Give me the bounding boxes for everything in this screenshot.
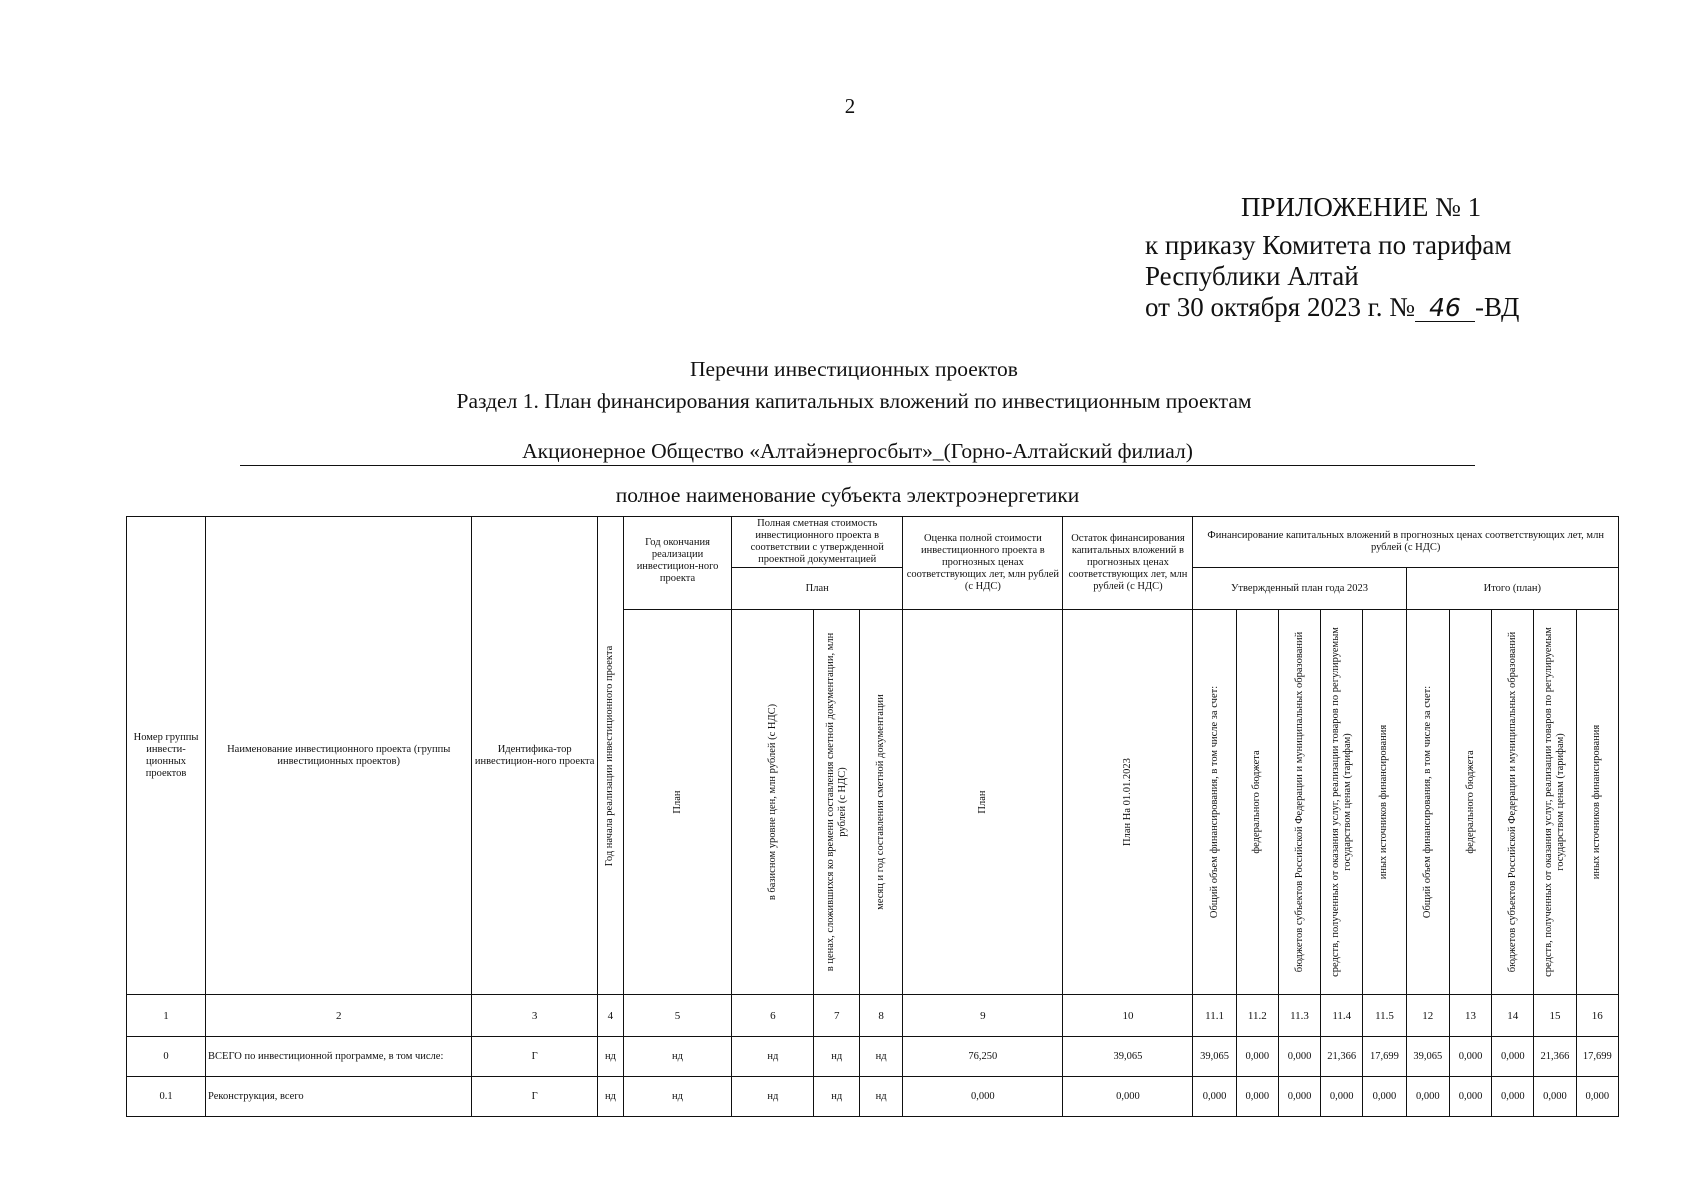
header-approved-tariff	[1321, 610, 1363, 995]
page-number: 2	[844, 94, 856, 118]
table-cell: 0,000	[1236, 1077, 1278, 1117]
appendix-block	[1145, 192, 1519, 323]
company-name: Акционерное Общество «Алтайэнергосбыт»_(Горно-Алтайский филиал)	[240, 437, 1475, 466]
table-cell: 0,000	[1492, 1037, 1534, 1077]
column-number: 6	[732, 995, 814, 1037]
table-cell: 0,000	[1278, 1077, 1320, 1117]
investment-table	[126, 516, 1619, 1117]
table-cell: 39,065	[1406, 1037, 1449, 1077]
handwritten-order-number: 46	[1415, 295, 1475, 322]
column-number: 11.2	[1236, 995, 1278, 1037]
header-start-year-label: Год начала реализации инвестиционного проекта	[604, 645, 616, 866]
table-cell: нд	[732, 1077, 814, 1117]
header-approved-total-label: Общий объем финансирования, в том числе за счет:	[1208, 685, 1220, 919]
header-end-year: Год окончания реализации инвестицион-ного проекта	[623, 517, 731, 610]
header-approved-other	[1363, 610, 1406, 995]
header-full-cost: Полная сметная стоимость инвестиционного проекта в соответствии с утвержденной проектной документацией	[732, 517, 903, 568]
column-number: 4	[597, 995, 623, 1037]
appendix-line-2: Республики Алтай	[1145, 261, 1359, 291]
column-number: 11.3	[1278, 995, 1320, 1037]
column-number: 16	[1576, 995, 1618, 1037]
header-end-year-plan-label: План	[671, 790, 683, 814]
column-number: 9	[903, 995, 1063, 1037]
column-number: 12	[1406, 995, 1449, 1037]
header-approved-tariff-label: средств, полученных от оказания услуг, реализации товаров по регулируемым государством ценам (тарифам)	[1329, 627, 1353, 977]
header-total-total	[1406, 610, 1449, 995]
table-cell: 21,366	[1321, 1037, 1363, 1077]
table-cell: 0,000	[1321, 1077, 1363, 1117]
table-row	[127, 1037, 1619, 1077]
header-estimate: Оценка полной стоимости инвестиционного проекта в прогнозных ценах соответствующих лет, млн рублей (с НДС)	[903, 517, 1063, 610]
table-cell: нд	[732, 1037, 814, 1077]
table-cell: 0,000	[1236, 1037, 1278, 1077]
header-total-other-label: иных источников финансирования	[1591, 724, 1603, 880]
table-cell: Г	[472, 1077, 598, 1117]
header-current-price-label: в ценах, сложившихся ко времени составления сметной документации, млн рублей (с НДС)	[824, 632, 848, 972]
header-remaining-plan-label: План На 01.01.2023	[1121, 758, 1133, 846]
appendix-suffix: -ВД	[1475, 292, 1520, 322]
header-total-tariff-label: средств, полученных от оказания услуг, реализации товаров по регулируемым государством ценам (тарифам)	[1542, 627, 1566, 977]
table-cell: ВСЕГО по инвестиционной программе, в том числе:	[206, 1037, 472, 1077]
header-total-plan: Итого (план)	[1406, 568, 1618, 610]
table-cell: 0,000	[1363, 1077, 1406, 1117]
column-number: 13	[1449, 995, 1491, 1037]
table-cell: 21,366	[1534, 1037, 1576, 1077]
table-cell: 0,000	[1278, 1037, 1320, 1077]
table-cell: 0.1	[127, 1077, 206, 1117]
header-current-price	[814, 610, 859, 995]
header-estimate-plan	[903, 610, 1063, 995]
table-cell: нд	[859, 1077, 902, 1117]
appendix-line-1: к приказу Комитета по тарифам	[1145, 230, 1512, 260]
header-approved-federal	[1236, 610, 1278, 995]
column-number: 10	[1063, 995, 1193, 1037]
appendix-title: ПРИЛОЖЕНИЕ № 1	[1241, 192, 1482, 222]
header-identifier: Идентифика-тор инвестицион-ного проекта	[472, 517, 598, 995]
column-number: 11.4	[1321, 995, 1363, 1037]
header-approved-regional-label: бюджетов субъектов Российской Федерации и муниципальных образований	[1293, 631, 1305, 973]
header-approved-other-label: иных источников финансирования	[1378, 724, 1390, 880]
table-cell: нд	[623, 1037, 731, 1077]
column-number: 2	[206, 995, 472, 1037]
header-project-name: Наименование инвестиционного проекта (группы инвестиционных проектов)	[206, 517, 472, 995]
column-number: 7	[814, 995, 859, 1037]
header-total-federal-label: федерального бюджета	[1464, 750, 1476, 854]
header-estimate-plan-label: План	[976, 790, 988, 814]
table-row	[127, 1077, 1619, 1117]
column-number: 14	[1492, 995, 1534, 1037]
header-estimate-date	[859, 610, 902, 995]
header-total-other	[1576, 610, 1618, 995]
header-financing: Финансирование капитальных вложений в прогнозных ценах соответствующих лет, млн рублей (с НДС)	[1193, 517, 1619, 568]
table-cell: 0,000	[1449, 1077, 1491, 1117]
table-cell: 39,065	[1193, 1037, 1236, 1077]
table-cell: нд	[623, 1077, 731, 1117]
header-remaining-plan	[1063, 610, 1193, 995]
header-total-total-label: Общий объем финансирования, в том числе за счет:	[1421, 685, 1433, 919]
table-cell: 0,000	[1534, 1077, 1576, 1117]
header-estimate-date-label: месяц и год составления сметной документации	[875, 694, 887, 910]
column-number-row	[127, 995, 1619, 1037]
table-cell: нд	[814, 1037, 859, 1077]
table-cell: 17,699	[1363, 1037, 1406, 1077]
table-cell: нд	[597, 1037, 623, 1077]
header-approved-federal-label: федерального бюджета	[1251, 750, 1263, 854]
table-cell: нд	[814, 1077, 859, 1117]
table-cell: 0,000	[1449, 1037, 1491, 1077]
company-caption: полное наименование субъекта электроэнергетики	[615, 483, 1080, 507]
column-number: 1	[127, 995, 206, 1037]
column-number: 11.5	[1363, 995, 1406, 1037]
table-cell: 0,000	[1492, 1077, 1534, 1117]
header-remaining: Остаток финансирования капитальных вложений в прогнозных ценах соответствующих лет, млн рублей (с НДС)	[1063, 517, 1193, 610]
header-total-tariff	[1534, 610, 1576, 995]
column-number: 11.1	[1193, 995, 1236, 1037]
appendix-line-3	[1145, 292, 1519, 323]
header-approved-regional	[1278, 610, 1320, 995]
table-cell: 0,000	[903, 1077, 1063, 1117]
table-cell: 0,000	[1576, 1077, 1618, 1117]
header-end-year-plan	[623, 610, 731, 995]
table-cell: нд	[597, 1077, 623, 1117]
table-cell: 0,000	[1406, 1077, 1449, 1117]
column-number: 8	[859, 995, 902, 1037]
header-base-price	[732, 610, 814, 995]
column-number: 3	[472, 995, 598, 1037]
header-total-federal	[1449, 610, 1491, 995]
table-cell: 0,000	[1193, 1077, 1236, 1117]
header-start-year	[597, 517, 623, 995]
table-cell: нд	[859, 1037, 902, 1077]
column-number: 5	[623, 995, 731, 1037]
header-base-price-label: в базисном уровне цен, млн рублей (с НДС)	[766, 703, 778, 901]
table-cell: Реконструкция, всего	[206, 1077, 472, 1117]
table-cell: 39,065	[1063, 1037, 1193, 1077]
table-cell: Г	[472, 1037, 598, 1077]
table-cell: 76,250	[903, 1037, 1063, 1077]
header-full-cost-plan: План	[732, 568, 903, 610]
document-heading: Перечни инвестиционных проектов	[690, 357, 1018, 381]
table-cell: 0,000	[1063, 1077, 1193, 1117]
header-total-regional	[1492, 610, 1534, 995]
appendix-date: от 30 октября 2023 г. №	[1145, 292, 1416, 322]
header-total-regional-label: бюджетов субъектов Российской Федерации и муниципальных образований	[1506, 631, 1518, 973]
table-cell: 0	[127, 1037, 206, 1077]
header-approved-total	[1193, 610, 1236, 995]
column-number: 15	[1534, 995, 1576, 1037]
header-group-no: Номер группы инвести-ционных проектов	[127, 517, 206, 995]
header-approved-plan: Утвержденный план года 2023	[1193, 568, 1406, 610]
section-heading: Раздел 1. План финансирования капитальных вложений по инвестиционным проектам	[456, 389, 1252, 413]
table-cell: 17,699	[1576, 1037, 1618, 1077]
